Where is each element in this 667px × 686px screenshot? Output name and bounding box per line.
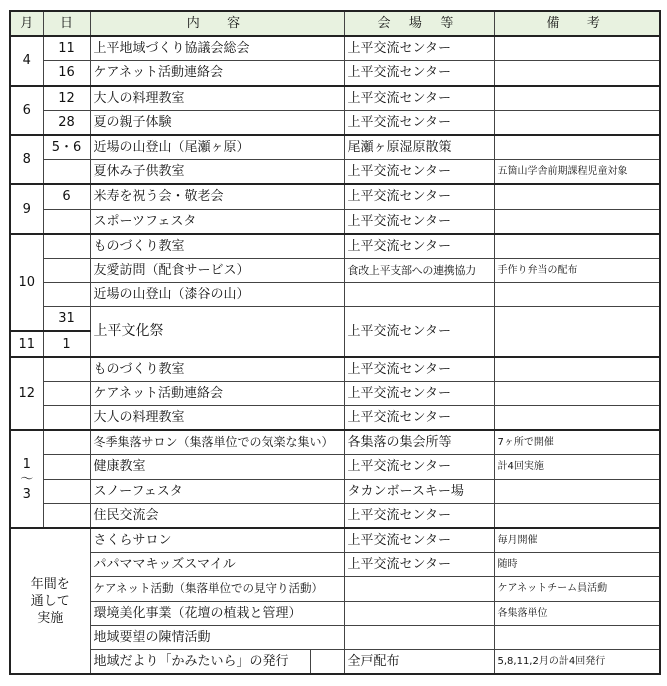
day-cell: 11 (43, 36, 90, 61)
table-row (10, 406, 660, 431)
content-cell: 住民交流会 (90, 503, 344, 528)
venue-cell: 上平交流センター (344, 503, 494, 528)
notes-cell (494, 307, 660, 357)
venue-cell: 食改上平支部への連携協力 (344, 258, 494, 282)
month-cell: 10 (10, 234, 43, 332)
month-range-start: 1 (22, 456, 31, 472)
month-range-tilde: ～ (20, 471, 34, 487)
day-cell (43, 283, 90, 307)
month-cell: 12 (10, 357, 43, 431)
table-row (10, 503, 660, 528)
content-cell: 夏休み子供教室 (90, 160, 344, 185)
header-venue: 会 場 等 (344, 11, 494, 36)
day-cell: 12 (43, 86, 90, 111)
venue-cell: 上平交流センター (344, 381, 494, 405)
day-cell (43, 160, 90, 185)
notes-cell: ケアネットチーム員活動 (494, 577, 660, 601)
venue-cell: 上平交流センター (344, 61, 494, 86)
day-cell (43, 234, 90, 259)
notes-cell (494, 234, 660, 259)
table-row (10, 258, 660, 282)
table-row (10, 357, 660, 382)
header-content: 内 容 (90, 11, 344, 36)
day-cell: 6 (43, 184, 90, 209)
month-cell: 8 (10, 135, 43, 184)
content-cell: 健康教室 (90, 455, 344, 479)
table-row (10, 110, 660, 135)
table-row (10, 455, 660, 479)
notes-cell: 計4回実施 (494, 455, 660, 479)
content-cell: ケアネット活動連絡会 (90, 381, 344, 405)
header-notes: 備 考 (494, 11, 660, 36)
notes-cell: 7ヶ所で開催 (494, 430, 660, 455)
content-cell: 環境美化事業（花壇の植栽と管理） (90, 601, 344, 625)
content-cell: 地域要望の陳情活動 (90, 625, 344, 649)
notes-cell (494, 135, 660, 160)
venue-cell: タカンボースキー場 (344, 479, 494, 503)
content-cell-spacer (310, 649, 344, 674)
content-cell: ものづくり教室 (90, 234, 344, 259)
table-row (10, 86, 660, 111)
table-row (10, 381, 660, 405)
year-round-line-3: 実施 (37, 610, 64, 626)
header-month: 月 (10, 11, 43, 36)
venue-cell: 上平交流センター (344, 406, 494, 431)
content-cell: 地域だより「かみたいら」の発行 (90, 649, 310, 674)
content-cell: ケアネット活動（集落単位での見守り活動） (90, 577, 344, 601)
content-cell: 大人の料理教室 (90, 406, 344, 431)
year-round-line-2: 通して (30, 593, 70, 609)
table-row (10, 184, 660, 209)
notes-cell: 手作り弁当の配布 (494, 258, 660, 282)
table-row (10, 649, 660, 674)
content-cell: スノーフェスタ (90, 479, 344, 503)
day-cell: 16 (43, 61, 90, 86)
day-cell (43, 258, 90, 282)
year-round-cell (10, 528, 90, 674)
day-cell (43, 455, 90, 479)
table-row (10, 577, 660, 601)
day-cell: 31 (43, 307, 90, 332)
day-cell (43, 357, 90, 382)
venue-cell: 上平交流センター (344, 86, 494, 111)
header-row (10, 11, 660, 36)
venue-cell (344, 625, 494, 649)
day-cell: 5・6 (43, 135, 90, 160)
content-cell: ケアネット活動連絡会 (90, 61, 344, 86)
content-cell: 友愛訪問（配食サービス） (90, 258, 344, 282)
content-cell: パパママキッズスマイル (90, 553, 344, 577)
table-row (10, 209, 660, 234)
venue-cell: 各集落の集会所等 (344, 430, 494, 455)
table-row (10, 625, 660, 649)
notes-cell: 毎月開催 (494, 528, 660, 553)
table-row (10, 36, 660, 61)
table-row (10, 528, 660, 553)
venue-cell: 上平交流センター (344, 209, 494, 234)
content-cell: 近場の山登山（漆谷の山） (90, 283, 344, 307)
notes-cell (494, 283, 660, 307)
table-row (10, 601, 660, 625)
venue-cell: 上平交流センター (344, 184, 494, 209)
content-cell: 米寿を祝う会・敬老会 (90, 184, 344, 209)
table-row (10, 135, 660, 160)
notes-cell (494, 61, 660, 86)
table-row (10, 430, 660, 455)
notes-cell (494, 110, 660, 135)
day-cell: 1 (43, 331, 90, 356)
table-row (10, 160, 660, 185)
notes-cell (494, 357, 660, 382)
month-range-end: 3 (22, 486, 31, 502)
table-row (10, 307, 660, 332)
table-row (10, 479, 660, 503)
venue-cell: 上平交流センター (344, 110, 494, 135)
venue-cell: 上平交流センター (344, 528, 494, 553)
content-cell: 大人の料理教室 (90, 86, 344, 111)
day-cell (43, 503, 90, 528)
venue-cell: 上平交流センター (344, 357, 494, 382)
venue-cell: 上平交流センター (344, 553, 494, 577)
content-cell: ものづくり教室 (90, 357, 344, 382)
notes-cell (494, 381, 660, 405)
notes-cell (494, 86, 660, 111)
table-row (10, 553, 660, 577)
day-cell (43, 430, 90, 455)
content-cell: 上平文化祭 (90, 307, 344, 357)
content-cell: スポーツフェスタ (90, 209, 344, 234)
day-cell (43, 381, 90, 405)
notes-cell (494, 406, 660, 431)
notes-cell: 5,8,11,2月の計4回発行 (494, 649, 660, 674)
day-cell (43, 406, 90, 431)
venue-cell: 上平交流センター (344, 234, 494, 259)
month-cell (10, 430, 43, 528)
notes-cell: 随時 (494, 553, 660, 577)
day-cell (43, 479, 90, 503)
venue-cell: 上平交流センター (344, 36, 494, 61)
venue-cell: 上平交流センター (344, 160, 494, 185)
venue-cell (344, 601, 494, 625)
month-cell: 4 (10, 36, 43, 85)
table-row (10, 61, 660, 86)
content-cell: さくらサロン (90, 528, 344, 553)
month-cell: 9 (10, 184, 43, 233)
month-cell: 11 (10, 331, 43, 356)
notes-cell: 五箇山学舎前期課程児童対象 (494, 160, 660, 185)
notes-cell (494, 184, 660, 209)
venue-cell: 尾瀬ヶ原湿原散策 (344, 135, 494, 160)
table-row (10, 234, 660, 259)
year-round-line-1: 年間を (30, 576, 70, 592)
venue-cell (344, 577, 494, 601)
day-cell: 28 (43, 110, 90, 135)
content-cell: 冬季集落サロン（集落単位での気楽な集い） (90, 430, 344, 455)
day-cell (43, 209, 90, 234)
notes-cell (494, 36, 660, 61)
notes-cell (494, 503, 660, 528)
event-schedule-table (9, 10, 661, 675)
month-cell: 6 (10, 86, 43, 135)
notes-cell: 各集落単位 (494, 601, 660, 625)
notes-cell (494, 209, 660, 234)
table-row (10, 283, 660, 307)
venue-cell: 上平交流センター (344, 455, 494, 479)
content-cell: 夏の親子体験 (90, 110, 344, 135)
header-day: 日 (43, 11, 90, 36)
content-cell: 近場の山登山（尾瀬ヶ原） (90, 135, 344, 160)
notes-cell (494, 479, 660, 503)
notes-cell (494, 625, 660, 649)
content-cell: 上平地域づくり協議会総会 (90, 36, 344, 61)
venue-cell (344, 283, 494, 307)
venue-cell: 上平交流センター (344, 307, 494, 357)
venue-cell: 全戸配布 (344, 649, 494, 674)
